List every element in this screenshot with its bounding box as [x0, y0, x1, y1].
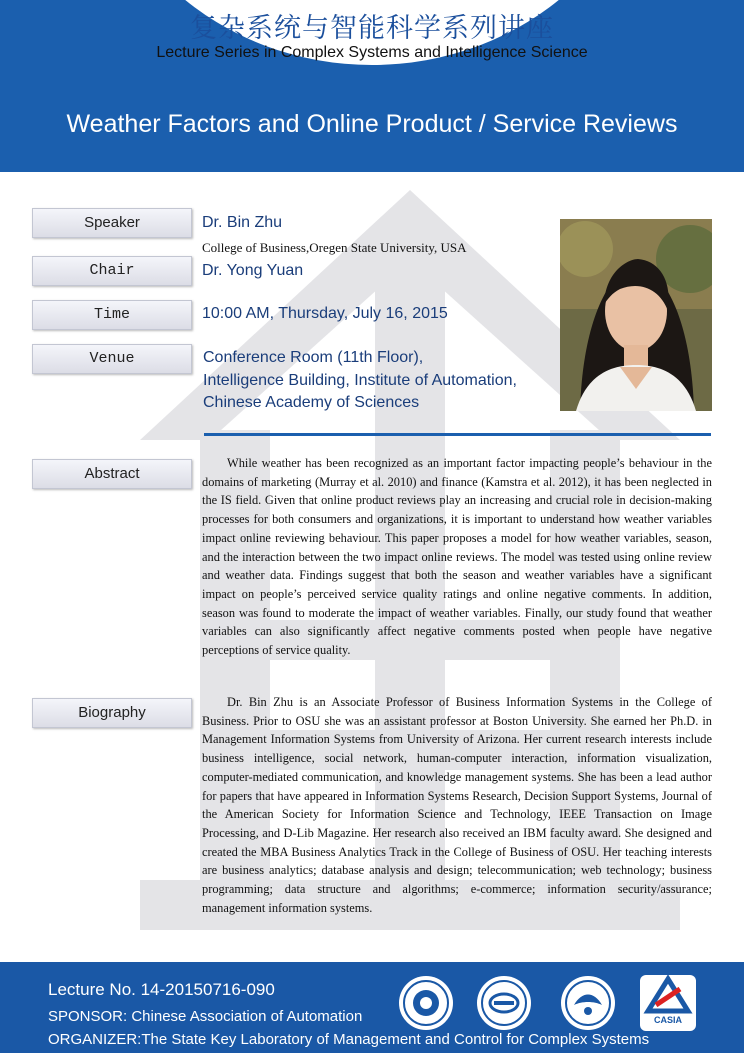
speaker-photo: [560, 219, 712, 411]
venue-line-3: Chinese Academy of Sciences: [203, 394, 420, 411]
venue-line-1: Conference Room (11th Floor),: [203, 349, 424, 366]
series-title-en: Lecture Series in Complex Systems and Intelligence Science: [156, 44, 588, 61]
speaker-affiliation: College of Business,Oregen State University, USA: [202, 240, 467, 255]
cas-seal-logo-icon: [398, 975, 454, 1031]
venue-value: [203, 347, 517, 415]
lecture-title: Weather Factors and Online Product / Service Reviews: [66, 110, 678, 138]
speaker-label: Speaker: [32, 208, 192, 238]
chair-name: Dr. Yong Yuan: [202, 262, 304, 279]
sponsor-text: SPONSOR: Chinese Association of Automation: [48, 1008, 363, 1025]
caa-seal-logo-icon: [476, 975, 532, 1031]
time-value: 10:00 AM, Thursday, July 16, 2015: [202, 305, 448, 322]
header-banner: [0, 0, 744, 172]
biography-label: Biography: [32, 698, 192, 728]
casia-logo-mark-icon: [640, 975, 696, 1015]
organizer-text: ORGANIZER:The State Key Laboratory of Management and Control for Complex Systems: [48, 1031, 650, 1048]
abstract-label: Abstract: [32, 459, 192, 489]
time-label: Time: [32, 300, 192, 330]
series-title-cn: 复杂系统与智能科学系列讲座: [190, 13, 554, 44]
casia-logo: [640, 975, 696, 1031]
biography-text: Dr. Bin Zhu is an Associate Professor of Business Information Systems in the College of Business. Prior to OSU she was an assistant professor at Boston University. She earned her Ph.D. in Management Information Systems from University of Arizona. Her current research interests include business intelligence, social network, human-computer interaction, information visualization, computer-mediated communication, and knowledge management systems. She has been a lead author for papers that have appeared in Information Systems Research, Decision Support Systems, Journal of the American Society for Information Science and Technology, IEEE Transaction on Image Processing, and D-Lib Magazine. Her research also received an IBM faculty award. She designed and created the MBA Business Analytics Track in the College of Business of OSU. Her teaching interests are business analytics; database analysis and design; telecommunication; web technology; business programming; data structure and algorithms; e-commerce; information security/assurance; management information systems.: [202, 695, 712, 915]
lecture-number: Lecture No. 14-20150716-090: [48, 980, 275, 999]
lab-seal-logo-icon: [560, 975, 616, 1031]
chair-label: Chair: [32, 256, 192, 286]
venue-line-2: Intelligence Building, Institute of Automation,: [203, 371, 517, 389]
section-divider: [204, 433, 711, 436]
speaker-name: Dr. Bin Zhu: [202, 214, 283, 231]
venue-label: Venue: [32, 344, 192, 374]
footer-banner: [0, 962, 744, 1053]
abstract-text: While weather has been recognized as an important factor impacting people’s behaviour in the domains of marketing (Murray et al. 2010) and finance (Kamstra et al. 2012), it has been neglected in the IS field. Given that online product reviews play an increasing and crucial role in decision-making processes for both consumers and organizations, it is important to understand how weather variables impact online reviewing behaviour. This paper proposes a model for how weather variables, season, and the interaction between the two impact online reviews. The model was tested using online review and weather data. Findings suggest that both the season and weather variables have a significant impact on people’s perceived service quality ratings and online negative comments. In addition, season was found to moderate the impact of weather variables. Finally, our study found that weather variables can also significantly affect negative comments posted when people have negative perceptions of service quality.: [202, 456, 712, 658]
casia-logo-text: CASIA: [653, 1015, 682, 1025]
